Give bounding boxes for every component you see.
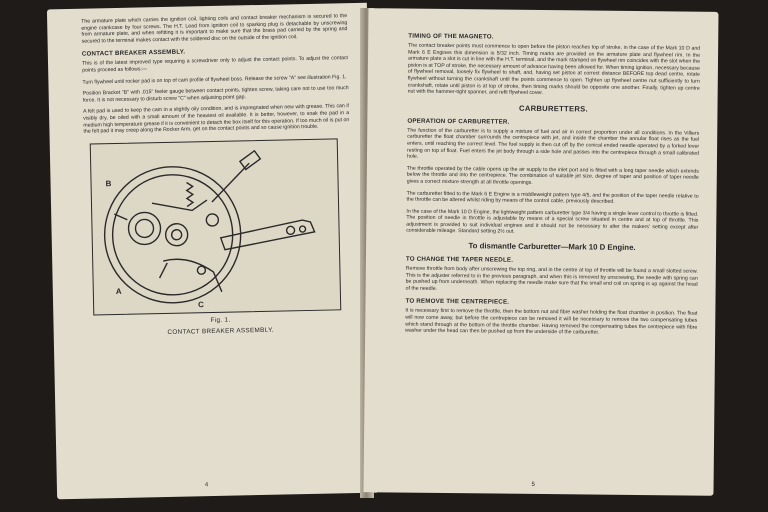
figure-caption: CONTACT BREAKER ASSEMBLY. <box>167 326 274 336</box>
left-page <box>47 3 377 500</box>
contact-breaker-figure <box>90 138 342 315</box>
timing-heading: TIMING OF THE MAGNETO. <box>408 32 494 41</box>
figure-label-b: B <box>105 178 112 188</box>
dismantle-heading: To dismantle Carburetter—Mark 10 D Engine. <box>468 241 636 253</box>
taper-needle-paragraph: Remove throttle from body after unscrewing the top ring, and in the centre at top of throttle will be found a small slotted screw. This is the adjuster referred to in the previous paragraph, and when this is removed by unscrewing, the needle with spring can be pushed up from underneath. When replacing the needle make sure that the small end coil on spring is up against the head of the needle. <box>405 265 698 292</box>
carburetters-heading: CARBURETTERS. <box>519 103 588 114</box>
taper-needle-heading: TO CHANGE THE TAPER NEEDLE. <box>405 255 514 264</box>
right-page <box>363 8 718 496</box>
contact-breaker-heading: CONTACT BREAKER ASSEMBLY. <box>81 48 186 59</box>
figure-number: Fig. 1. <box>210 316 231 324</box>
centrepiece-heading: TO REMOVE THE CENTREPIECE. <box>405 298 510 307</box>
contact-breaker-paragraph-3: Position Bracket "B" with .015" feeler gauge between contact points, tighten screw, taking care not to use too much force. It is not necessary to disturb screw "C" when adjusting point gap. <box>82 85 349 104</box>
operation-paragraph-4: In the case of the Mark 10 D Engine, the lightweight pattern carburetter type 3/4 having a single lever control to throttle is fitted. The position of needle in throttle is adjustable by means of a special screw situated in centre and at top of throttle. This adjustment is provided to suit individual engines and it should not be necessary to alter the makers' setting except after considerable mileage. Standard setting 2½ out. <box>406 208 699 236</box>
page-number-left: 4 <box>204 482 209 489</box>
figure-label-c: C <box>198 299 204 310</box>
figure-label-a: A <box>115 286 122 296</box>
operation-paragraph-3: The carburetter fitted to the Mark 6 E Engine is a middleweight pattern type 4/5, and the position of the taper needle relative to the throttle can be altered whilst riding by means of the control cable, previously described. <box>406 190 699 205</box>
armature-paragraph: The armature plate which carries the ignition coil, lighting coils and contact breaker mechanism is secured to the engine crankcase by four screws. The H.T. Lead from ignition coil to sparking plug is detachable by unscrewing from armature plate, and when refitting it is important to make sure that the brass pad carried by the spring and secured to the terminal makes contact with the soldered disc on the outside of the ignition coil. <box>81 13 348 45</box>
contact-breaker-paragraph-1: This is of the latest improved type requiring a screwdriver only to adjust the contact points. To adjust the contact points proceed as follows:— <box>81 55 349 74</box>
contact-breaker-paragraph-2: Turn flywheel until rocker pad is on top of cam profile of flywheel boss. Release the screw "A" see illustration Fig. 1. <box>82 73 347 86</box>
timing-paragraph: The contact breaker points must commence to open before the piston reaches top of stroke, in the case of the Mark 10 D and Mark 6 E Engines this dimension is 5/32 inch. Timing marks are provided on the armature plate and flywheel rim. In the armature plate a slot is cut in line with the H.T. terminal, and the mark stamped on flywheel rim coincides with the slot when the piston is at TOP of stroke, the necessary amount of advance having been allowed for. When timing ignition, necessary because of flywheel removal, loosely fix flywheel to shaft, and, having set piston at correct distance BEFORE top dead centre, rotate flywheel without turning the crankshaft until the points commence to open. Tighten up flywheel centre nut sufficiently to turn crankshaft, rotate until piston is at top of stroke, then timing marks should be opposite one another. Finally, tighten up centre nut with the hammer-tight spanner, and refit flywheel cover. <box>407 42 701 97</box>
page-number-right: 5 <box>531 481 535 488</box>
contact-breaker-diagram <box>91 139 341 314</box>
operation-heading: OPERATION OF CARBURETTER. <box>407 117 510 126</box>
centrepiece-paragraph: It is necessary first to remove the throttle, then the bottom nut and fibre washer holding the float chamber in position. The float will now come away, but before the centrepiece can be removed it will be necessary to remove the two compensating tubes which stand through at the bottom of the throttle chamber. Having removed the compensating tubes the centrepiece with fibre washer under the head can then be pushed up from the underside of the carburetter. <box>405 308 698 336</box>
operation-paragraph-1: The function of the carburetter is to supply a mixture of fuel and air in correct proportion under all conditions. In the Villiers carburetter the float chamber surrounds the centrepiece with jet, and inside the chamber the annular float rises as the fuel enters, until reaching the correct level. The fuel supply is then cut off by the conical ended needle operated by a forked lever resting on top of float. Fuel enters the jet body through a side hole and passes into the centrepiece through a small calibrated hole. <box>406 127 700 160</box>
felt-pad-paragraph: A felt pad is used to keep the cam in a slightly oily condition, and is impregnated when new with grease. This can if visibly dry, be oiled with a small amount of the heaviest oil available. It is better, however, to soak the pad in a medium high temperature grease if it is convenient to detach the box itself for this operation. If too much oil is put on the felt pad it may creep along the Rocker Arm, get on the contact points and so cause ignition trouble. <box>82 103 350 135</box>
operation-paragraph-2: The throttle operated by the cable opens up the air supply to the inlet port and is fitted with a long taper needle which extends below the throttle and into the centrepiece. The combination of suitable jet size, degree of taper and position of taper needle gives a correct mixture strength at all throttle openings. <box>406 165 699 186</box>
